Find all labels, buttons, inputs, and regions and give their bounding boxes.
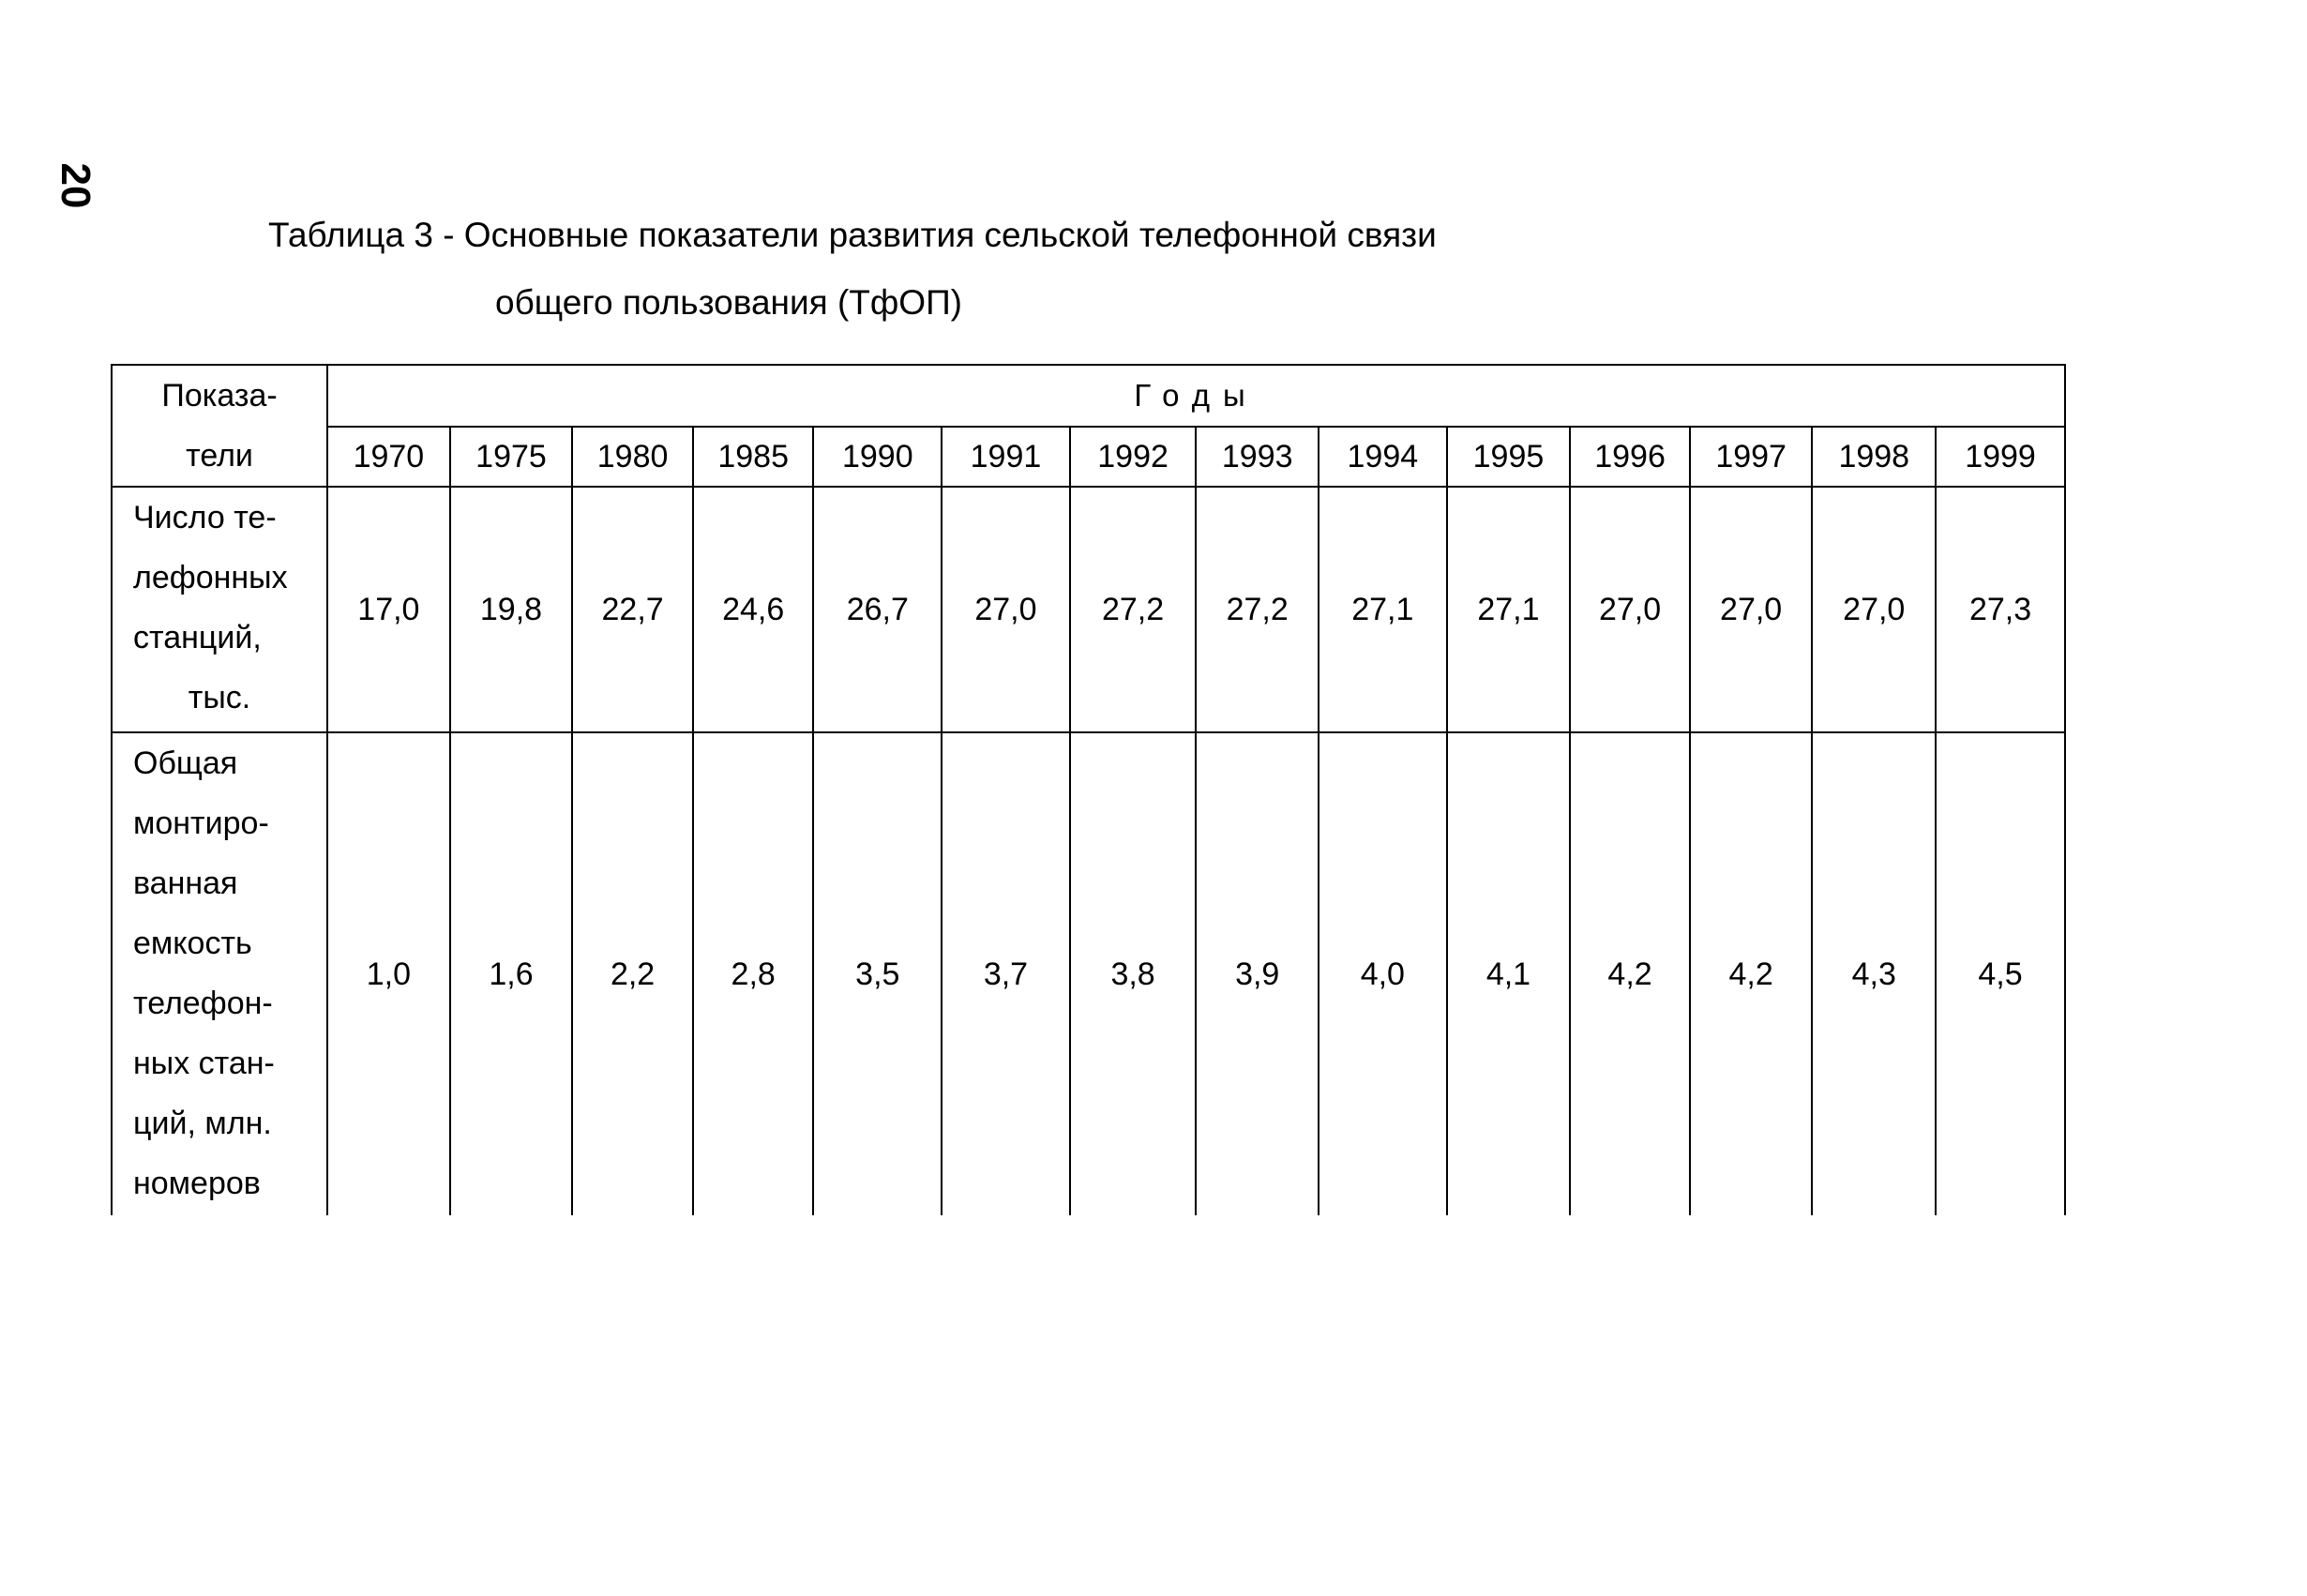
table-cell: 22,7	[572, 487, 693, 732]
table-cell: 3,5	[813, 732, 942, 1215]
year-header: 1996	[1570, 427, 1690, 487]
table-cell: 24,6	[693, 487, 814, 732]
row-label-line: Общая	[133, 745, 238, 781]
table-cell: 27,1	[1319, 487, 1447, 732]
table-cell: 27,0	[942, 487, 1070, 732]
table-cell: 3,7	[942, 732, 1070, 1215]
year-header: 1994	[1319, 427, 1447, 487]
table-title-line-1: Таблица 3 - Основные показатели развития сельской телефонной связи	[268, 216, 1437, 254]
table-cell: 1,6	[450, 732, 573, 1215]
row-label-line: станций,	[133, 620, 262, 655]
table-cell: 27,1	[1447, 487, 1571, 732]
table-cell: 27,2	[1196, 487, 1319, 732]
row-label-line: номеров	[133, 1166, 261, 1201]
table-cell: 4,0	[1319, 732, 1447, 1215]
header-row-2	[112, 427, 2065, 487]
table-cell: 3,8	[1070, 732, 1197, 1215]
table-row-capacity	[112, 732, 2065, 1215]
row-label-line: монтиро-	[133, 806, 269, 841]
row-label-line: лефонных	[133, 560, 288, 595]
table-cell: 27,3	[1936, 487, 2065, 732]
year-header: 1999	[1936, 427, 2065, 487]
table-cell: 1,0	[327, 732, 450, 1215]
year-header: 1985	[693, 427, 814, 487]
row-label-line: телефон-	[133, 986, 273, 1021]
table-cell: 26,7	[813, 487, 942, 732]
year-header: 1995	[1447, 427, 1571, 487]
table-cell: 4,1	[1447, 732, 1571, 1215]
header-years-title: Годы	[327, 365, 2065, 427]
year-header: 1998	[1812, 427, 1936, 487]
header-indicators-line-2: тели	[186, 438, 253, 474]
table-title-line-2: общего пользования (ТфОП)	[495, 283, 963, 322]
table-cell: 27,0	[1812, 487, 1936, 732]
year-header: 1980	[572, 427, 693, 487]
row-label-capacity	[112, 732, 327, 1215]
header-indicators-cell	[112, 365, 327, 487]
table-row-stations	[112, 487, 2065, 732]
table-cell: 27,2	[1070, 487, 1197, 732]
row-label-line: ных стан-	[133, 1046, 275, 1081]
year-header: 1992	[1070, 427, 1197, 487]
indicators-table	[111, 364, 2066, 1215]
page-number: 20	[53, 162, 98, 209]
row-label-line: ций, млн.	[133, 1106, 272, 1141]
table-cell: 27,0	[1570, 487, 1690, 732]
table-cell: 27,0	[1690, 487, 1813, 732]
row-label-line: емкость	[133, 926, 252, 961]
year-header: 1970	[327, 427, 450, 487]
table-cell: 2,2	[572, 732, 693, 1215]
header-row-1	[112, 365, 2065, 427]
year-header: 1975	[450, 427, 573, 487]
table-cell: 4,5	[1936, 732, 2065, 1215]
year-header: 1997	[1690, 427, 1813, 487]
year-header: 1991	[942, 427, 1070, 487]
table-cell: 19,8	[450, 487, 573, 732]
row-label-line: ванная	[133, 866, 238, 901]
year-header: 1990	[813, 427, 942, 487]
header-indicators-line-1: Показа-	[161, 378, 278, 414]
table-cell: 17,0	[327, 487, 450, 732]
table-cell: 4,2	[1690, 732, 1813, 1215]
year-header: 1993	[1196, 427, 1319, 487]
row-label-line: тыс.	[188, 680, 251, 715]
row-label-line: Число те-	[133, 500, 277, 535]
table-cell: 3,9	[1196, 732, 1319, 1215]
row-label-stations	[112, 487, 327, 732]
table-cell: 2,8	[693, 732, 814, 1215]
table-cell: 4,3	[1812, 732, 1936, 1215]
table-cell: 4,2	[1570, 732, 1690, 1215]
